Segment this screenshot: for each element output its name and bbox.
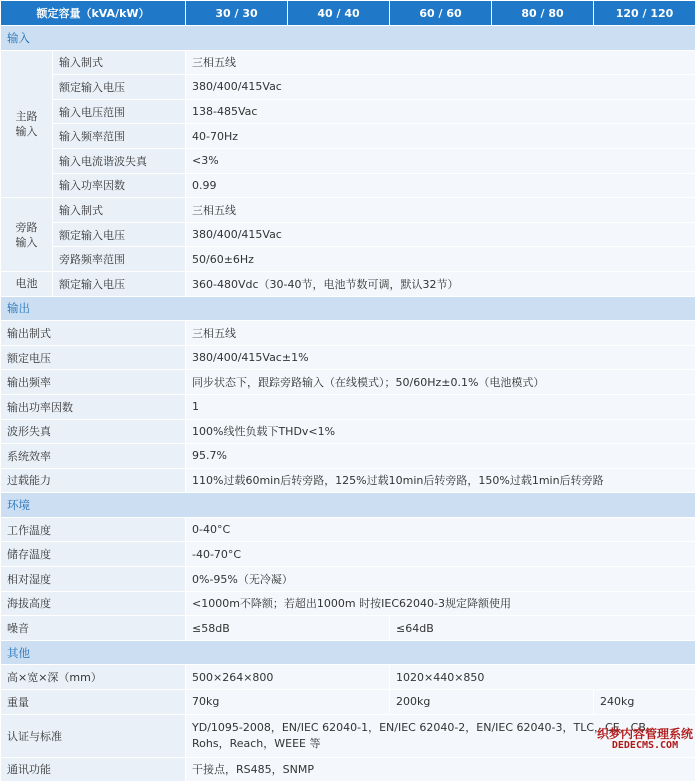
row-value: 110%过载60min后转旁路，125%过载10min后转旁路，150%过载1min后转旁路 [186,468,695,493]
row-value: 40-70Hz [186,124,695,149]
section-title: 其他 [1,640,695,665]
watermark-line1: 织梦内容管理系统 [597,728,693,740]
row-value: 三相五线 [186,321,695,346]
row-value: 70kg [186,690,390,715]
row-label: 相对湿度 [1,567,186,592]
section-title: 输出 [1,296,695,321]
row-label: 额定输入电压 [53,271,186,296]
row-label: 输出功率因数 [1,394,186,419]
table-row [1,50,695,75]
row-label: 输入制式 [53,50,186,75]
table-row [1,321,695,346]
row-value: 同步状态下，跟踪旁路输入（在线模式）；50/60Hz±0.1%（电池模式） [186,370,695,395]
row-value: 200kg [390,690,594,715]
table-row [1,665,695,690]
row-value: 360-480Vdc（30-40节，电池节数可调，默认32节） [186,271,695,296]
table-row [1,370,695,395]
table-row [1,173,695,198]
section-environment [1,493,695,518]
row-label: 额定输入电压 [53,75,186,100]
table-row [1,148,695,173]
row-label: 噪音 [1,616,186,641]
header-capacity: 额定容量（kVA/kW） [1,1,186,26]
row-label: 额定电压 [1,345,186,370]
table-row [1,345,695,370]
row-label: 旁路频率范围 [53,247,186,272]
group-label: 主路输入 [14,109,40,139]
table-row [1,468,695,493]
table-row [1,247,695,272]
row-label: 输入制式 [53,198,186,223]
row-label: 过载能力 [1,468,186,493]
group-battery: 电池 [1,271,53,296]
section-input [1,26,695,51]
row-value: 0.99 [186,173,695,198]
table-row [1,542,695,567]
row-label: 输出频率 [1,370,186,395]
header-80: 80 / 80 [492,1,594,26]
row-value: 380/400/415Vac±1% [186,345,695,370]
watermark-line2: DEDECMS.COM [597,740,693,752]
table-row [1,394,695,419]
section-title: 环境 [1,493,695,518]
row-label: 输入功率因数 [53,173,186,198]
row-value: <1000m不降额；若超出1000m 时按IEC62040-3规定降额使用 [186,591,695,616]
table-row [1,757,695,782]
section-output [1,296,695,321]
row-label: 额定输入电压 [53,222,186,247]
row-value: 干接点，RS485，SNMP [186,757,695,782]
header-30: 30 / 30 [186,1,288,26]
row-label: 海拔高度 [1,591,186,616]
header-60: 60 / 60 [390,1,492,26]
header-40: 40 / 40 [288,1,390,26]
watermark [597,728,693,752]
row-label: 高×宽×深（mm） [1,665,186,690]
row-value: 1020×440×850 [390,665,695,690]
section-title: 输入 [1,26,695,51]
row-value: 0-40°C [186,517,695,542]
row-label: 输入电压范围 [53,99,186,124]
row-label: 波形失真 [1,419,186,444]
section-other [1,640,695,665]
table-row [1,616,695,641]
row-value: 100%线性负载下THDv<1% [186,419,695,444]
row-value: 95.7% [186,444,695,469]
row-label: 输入频率范围 [53,124,186,149]
table-row [1,444,695,469]
group-bypass-input [1,198,53,272]
row-value: 380/400/415Vac [186,222,695,247]
row-value: -40-70°C [186,542,695,567]
table-row [1,99,695,124]
row-value: YD/1095-2008，EN/IEC 62040-1，EN/IEC 62040-2，EN/IEC 62040-3，TLC，CE，CB，Rohs，Reach，WEEE 等 [186,714,695,757]
table-row [1,690,695,715]
row-value: 138-485Vac [186,99,695,124]
table-row [1,271,695,296]
group-label: 旁路输入 [14,220,40,250]
row-label: 工作温度 [1,517,186,542]
header-120: 120 / 120 [594,1,695,26]
table-row [1,567,695,592]
table-row [1,517,695,542]
table-row [1,419,695,444]
row-label: 输出制式 [1,321,186,346]
row-value: ≤58dB [186,616,390,641]
row-value: 三相五线 [186,198,695,223]
row-value: <3% [186,148,695,173]
row-label: 通讯功能 [1,757,186,782]
table-row [1,124,695,149]
row-value: 1 [186,394,695,419]
table-row [1,222,695,247]
row-label: 储存温度 [1,542,186,567]
row-value: 50/60±6Hz [186,247,695,272]
table-row [1,198,695,223]
header-row [1,1,695,26]
row-label: 认证与标准 [1,714,186,757]
row-label: 重量 [1,690,186,715]
row-label: 输入电流谐波失真 [53,148,186,173]
row-label: 系统效率 [1,444,186,469]
table-row [1,714,695,757]
row-value: ≤64dB [390,616,695,641]
row-value: 三相五线 [186,50,695,75]
row-value: 380/400/415Vac [186,75,695,100]
row-value: 500×264×800 [186,665,390,690]
row-value: 240kg [594,690,695,715]
row-value: 0%-95%（无冷凝） [186,567,695,592]
table-row [1,591,695,616]
table-row [1,75,695,100]
group-main-input [1,50,53,198]
